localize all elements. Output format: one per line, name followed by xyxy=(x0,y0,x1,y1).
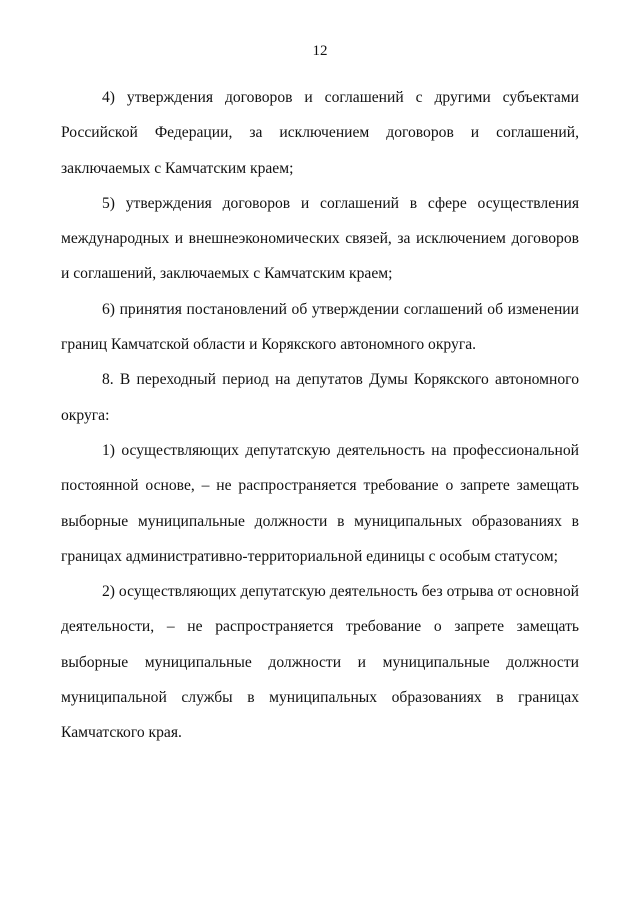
document-body xyxy=(61,80,579,751)
paragraph-subitem-2: 2) осуществляющих депутатскую деятельность без отрыва от основной деятельности, – не распространяется требование о запрете замещать выборные муниципальные должности и муниципальные должности муниципальной службы в муниципальных образованиях в границах Камчатского края. xyxy=(61,583,579,742)
page-number: 12 xyxy=(312,43,328,59)
paragraph-item-5: 5) утверждения договоров и соглашений в сфере осуществления международных и внешнеэкономических связей, за исключением договоров и соглашений, заключаемых с Камчатским краем; xyxy=(61,194,579,283)
paragraph-item-6: 6) принятия постановлений об утверждении соглашений об изменении границ Камчатской области и Корякского автономного округа. xyxy=(61,300,579,354)
paragraph-item-4: 4) утверждения договоров и соглашений с другими субъектами Российской Федерации, за исключением договоров и соглашений, заключаемых с Камчатским краем; xyxy=(61,89,579,177)
paragraph-subitem-1: 1) осуществляющих депутатскую деятельность на профессиональной постоянной основе, – не распространяется требование о запрете замещать выборные муниципальные должности в муниципальных образованиях в границах административно-территориальной единицы с особым статусом; xyxy=(61,441,579,565)
paragraph-section-8: 8. В переходный период на депутатов Думы Корякского автономного округа: xyxy=(61,371,579,424)
